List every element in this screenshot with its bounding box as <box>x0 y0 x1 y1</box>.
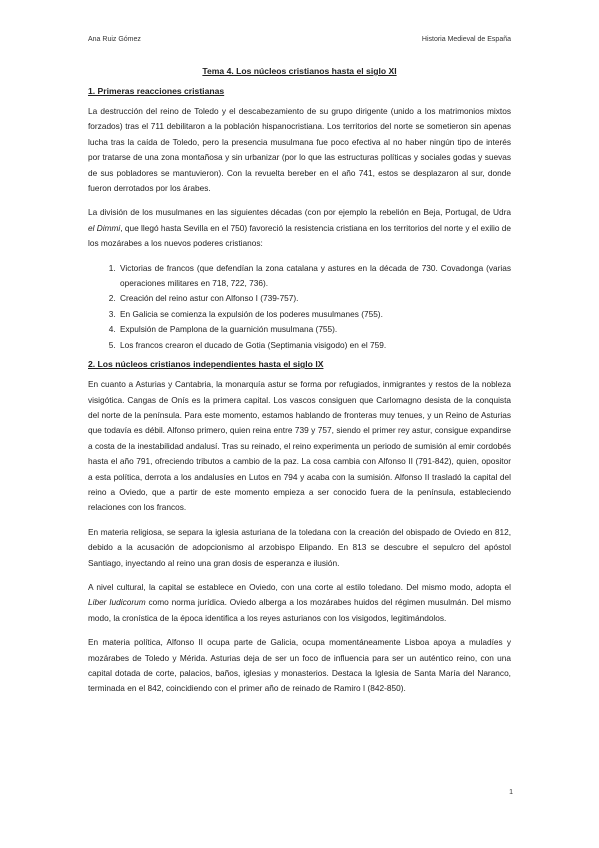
section-2-paragraph-1: En cuanto a Asturias y Cantabria, la monarquía astur se forma por refugiados, inmigrantes y restos de la nobleza visigótica. Cangas de Onís es la primera capital. Los vascos consiguen que Carlomagno desista de la conquista del norte de la península. Para este momento, estamos hablando de fronteras muy tenues, y un Reino de Asturias que todavía es débil. Alfonso primero, quien reina entre 739 y 757, siendo el primer rey astur, consigue expandirse a costa de la inestabilidad andalusí. Tras su reinado, el reino experimenta un periodo de sumisión al emir cordobés hasta el año 791, ofreciendo tributos a cambio de la paz. La cosa cambia con Alfonso II (791-842), quien, opositor a esta política, derrota a los andalusíes en Lutos en 794 y acaba con la sumisión. Alfonso II trasladó la capital del reino a Oviedo, que a partir de este momento empieza a ser conocido fuera de la península, estableciendo relaciones con los francos. <box>88 379 511 513</box>
list-item: 4. Expulsión de Pamplona de la guarnición musulmana (755). <box>118 322 511 337</box>
emphasis-text: Liber Iudicorum <box>88 597 146 608</box>
list-item: 2. Creación del reino astur con Alfonso I (739-757). <box>118 291 511 306</box>
paragraph-text: A nivel cultural, la capital se establece en Oviedo, con una corte al estilo toledano. Del mismo modo, adopta el <box>88 581 511 592</box>
paragraph-text: La división de los musulmanes en las siguientes décadas (con por ejemplo la rebelión en Beja, Portugal, de Udra <box>88 207 511 218</box>
section-2-paragraph-2: En materia religiosa, se separa la iglesia asturiana de la toledana con la creación del obispado de Oviedo en 812, debido a la acusación de adopcionismo al arzobispo Elipando. En 813 se descubre el sepulcro del apóstol Santiago, inyectando al reino una gran dosis de esperanza e ilusión. <box>88 526 511 568</box>
page-number: 1 <box>509 789 513 796</box>
list-item: 5. Los francos crearon el ducado de Gotia (Septimania visigodo) en el 759. <box>118 338 511 353</box>
section-1-paragraph-1: La destrucción del reino de Toledo y el descabezamiento de su grupo dirigente (unido a los matrimonios mixtos forzados) tras el 711 debilitaron a la población hispanocristiana. Los territorios del norte se sometieron sin apenas lucha tras la caída de Toledo, pero la presencia musulmana fue poco efectiva al no haber ningún tipo de interés por tratarse de una zona montañosa y sin urbanizar (por lo que las estructuras políticas y sociales godas y suevas de sus pobladores se mantuvieron). Con la revuelta bereber en el año 741, estos se desplazaron al sur, donde fueron derrotados por los árabes. <box>88 106 511 194</box>
page-header <box>88 36 511 43</box>
header-course: Historia Medieval de España <box>421 36 511 43</box>
emphasis-text: el Dimmi <box>88 222 121 233</box>
paragraph-text: como norma jurídica. Oviedo alberga a los mozárabes huidos del régimen musulmán. Del mismo modo, la cronística de la época identifica a los reyes asturianos con los visigodos, legitimándolos. <box>88 597 511 623</box>
section-2-heading: 2. Los núcleos cristianos independientes hasta el siglo IX <box>88 359 324 370</box>
paragraph-text: , que llegó hasta Sevilla en el 750) favoreció la resistencia cristiana en los territorios del norte y el exilio de los mozárabes a los nuevos poderes cristianos: <box>88 222 512 249</box>
section-2-paragraph-4: En materia política, Alfonso II ocupa parte de Galicia, ocupa momentáneamente Lisboa apoya a muladíes y mozárabes de Toledo y Mérida. Asturias deja de ser un foco de influencia para ser un auténtico reino, con una capital dotada de corte, palacios, baños, iglesias y monasterios. Destaca la Iglesia de Santa María del Naranco, terminada en el 842, coincidiendo con el primer año de reinado de Ramiro I (842-850). <box>88 637 511 694</box>
section-1-paragraph-2 <box>88 205 511 251</box>
list-item: 3. En Galicia se comienza la expulsión de los poderes musulmanes (755). <box>118 307 511 322</box>
section-1-heading: 1. Primeras reacciones cristianas <box>88 86 225 96</box>
list-item: 1. Victorias de francos (que defendían la zona catalana y astures en la década de 730. Covadonga (varias operaciones militares en 718, 722, 736). <box>118 261 511 292</box>
section-2-paragraph-3 <box>88 580 511 626</box>
events-list <box>88 261 511 353</box>
header-author: Ana Ruiz Gómez <box>88 36 141 43</box>
document-title: Tema 4. Los núcleos cristianos hasta el siglo XI <box>202 66 397 76</box>
